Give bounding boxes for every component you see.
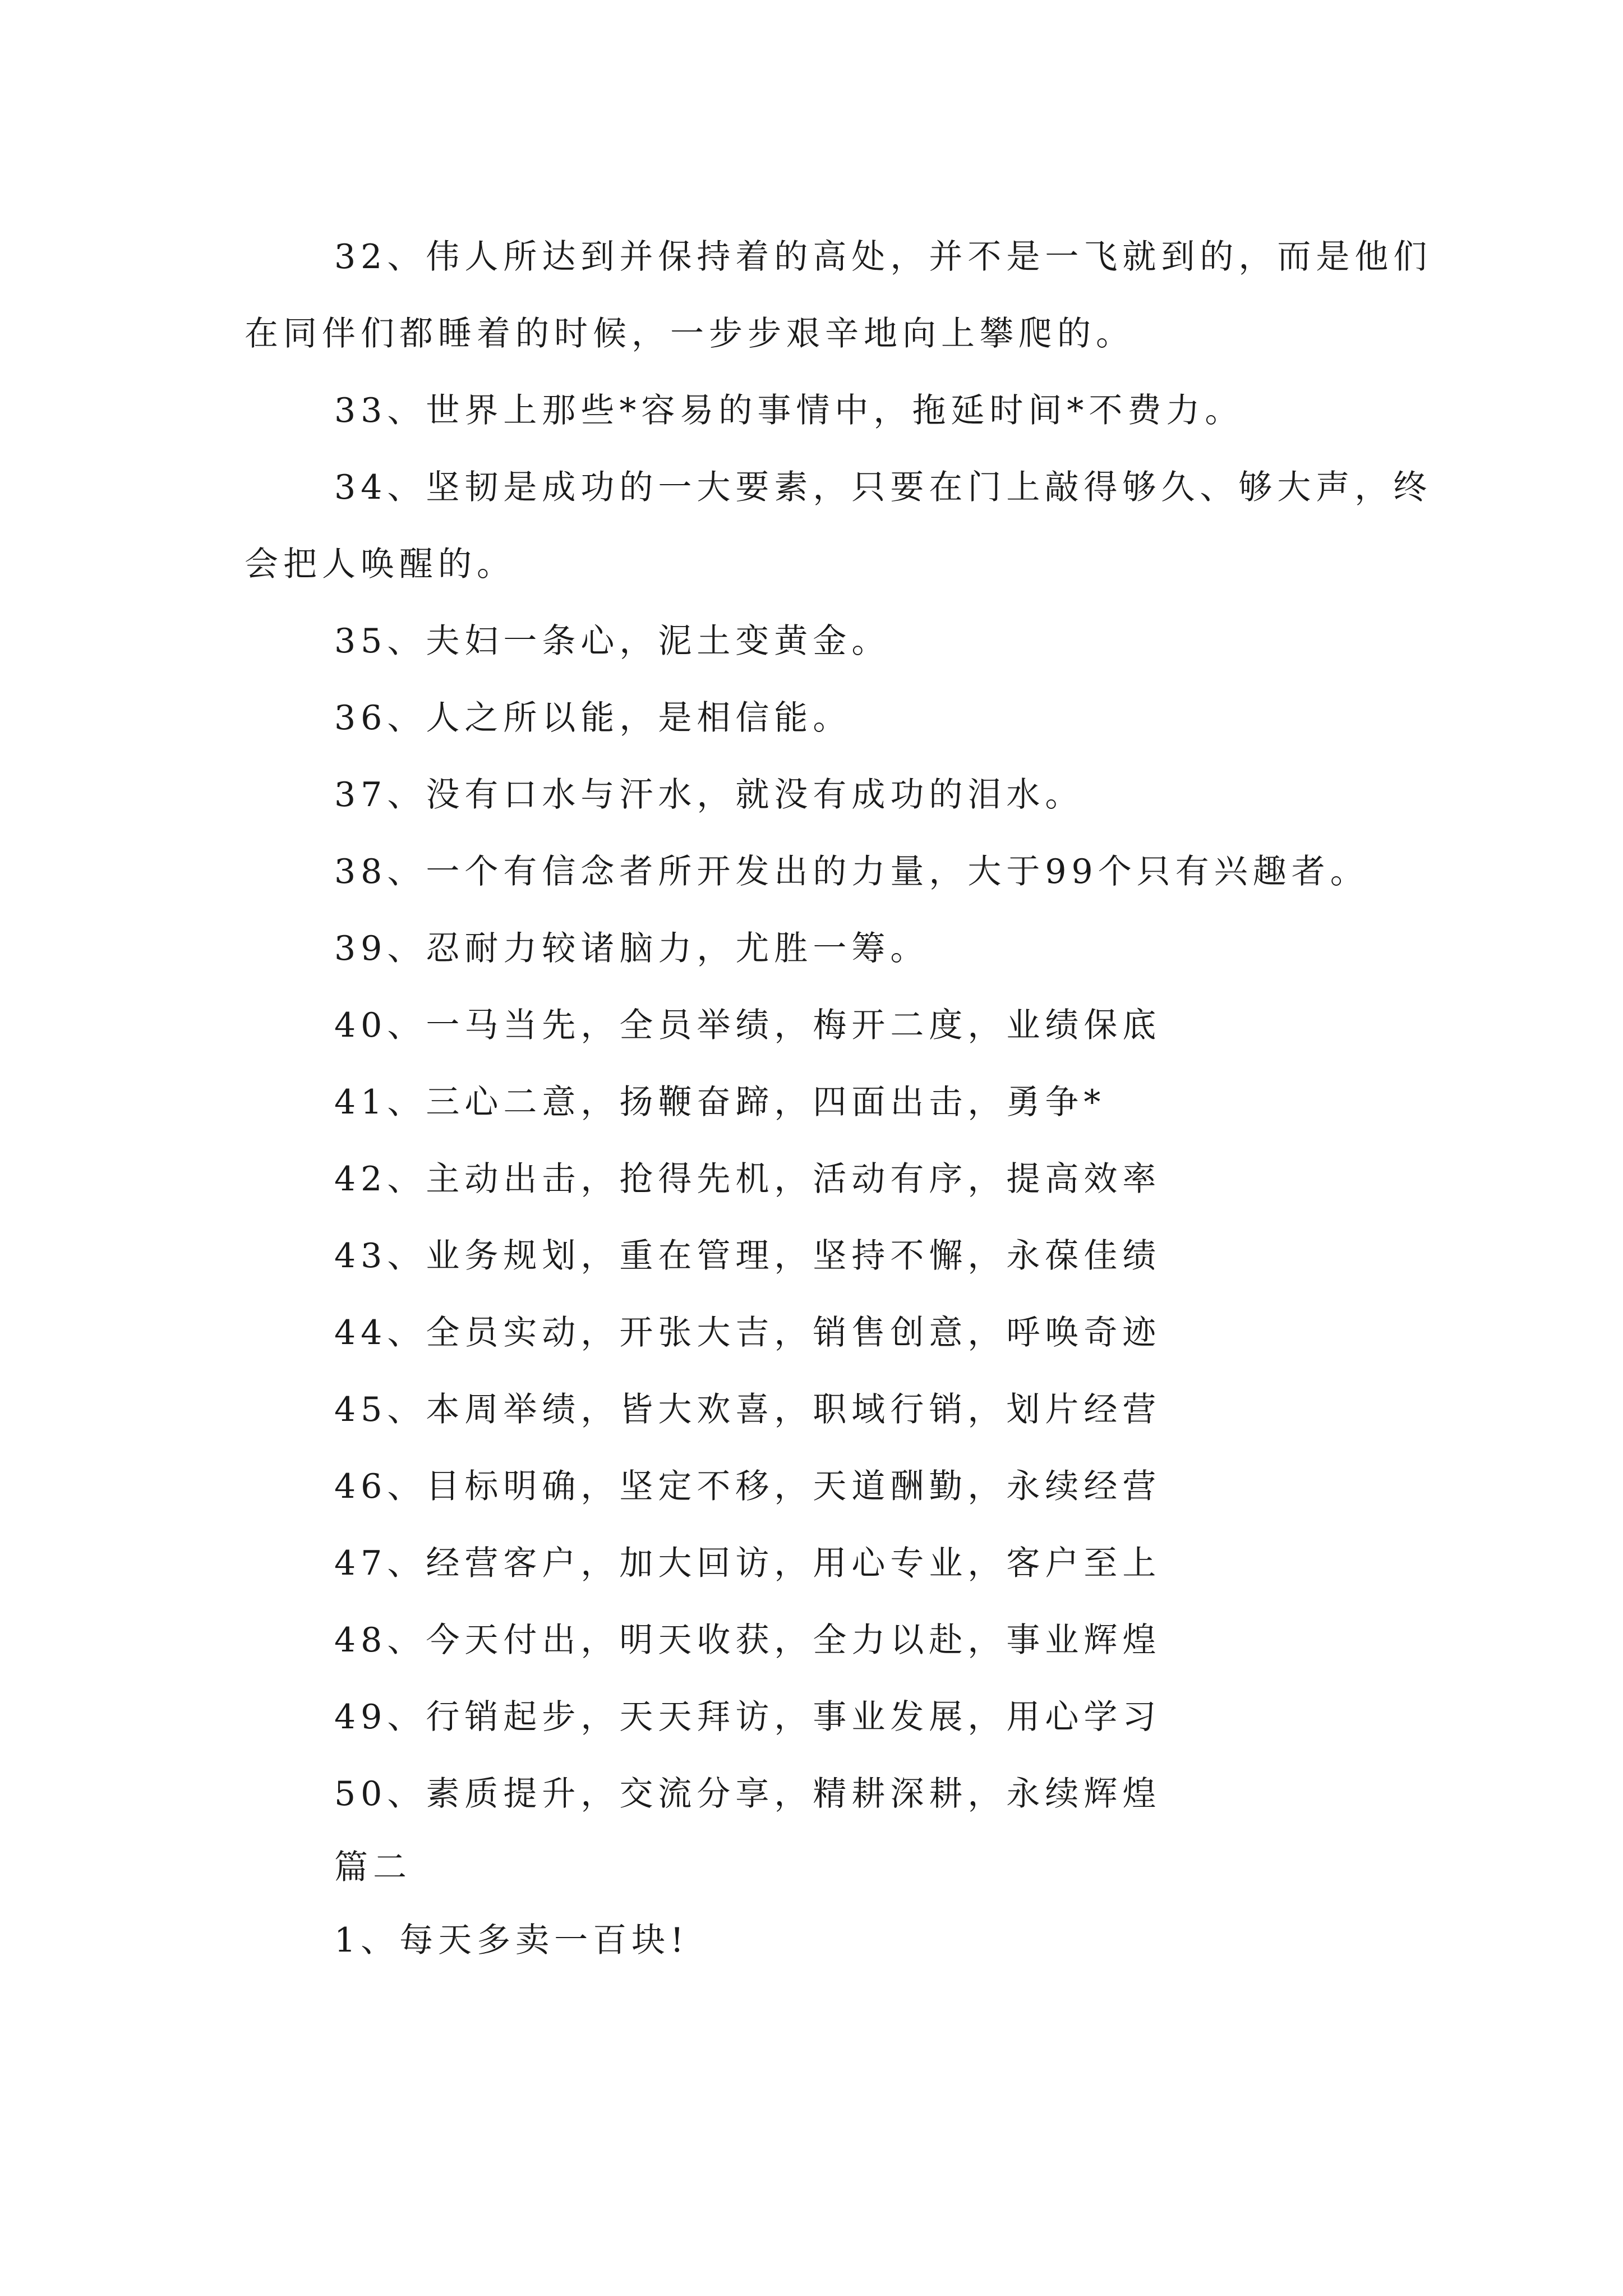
paragraph-34: 34、坚韧是成功的一大要素，只要在门上敲得够久、够大声，终会把人唤醒的。: [245, 468, 1432, 584]
paragraph-37: 37、没有口水与汗水，就没有成功的泪水。: [334, 775, 1084, 815]
paragraph-50: 50、素质提升，交流分享，精耕深耕，永续辉煌: [334, 1774, 1161, 1814]
paragraph-38: 38、一个有信念者所开发出的力量，大于99个只有兴趣者。: [334, 852, 1369, 891]
paragraph-39: 39、忍耐力较诸脑力，尤胜一筹。: [334, 929, 929, 968]
paragraph-48: 48、今天付出，明天收获，全力以赴，事业辉煌: [334, 1621, 1161, 1660]
paragraph-47: 47、经营客户，加大回访，用心专业，客户至上: [334, 1544, 1161, 1583]
paragraph-40: 40、一马当先，全员举绩，梅开二度，业绩保底: [334, 1006, 1161, 1045]
paragraph-42: 42、主动出击，抢得先机，活动有序，提高效率: [334, 1159, 1161, 1199]
paragraph-36: 36、人之所以能，是相信能。: [334, 698, 852, 738]
paragraph-46: 46、目标明确，坚定不移，天道酬勤，永续经营: [334, 1467, 1161, 1506]
paragraph-41: 41、三心二意，扬鞭奋蹄，四面出击，勇争*: [334, 1083, 1106, 1122]
paragraph-49: 49、行销起步，天天拜访，事业发展，用心学习: [334, 1697, 1161, 1737]
paragraph-44: 44、全员实动，开张大吉，销售创意，呼唤奇迹: [334, 1313, 1161, 1352]
paragraph-43: 43、业务规划，重在管理，坚持不懈，永葆佳绩: [334, 1236, 1161, 1276]
paragraph-35: 35、夫妇一条心，泥土变黄金。: [334, 622, 891, 661]
section-heading: 篇二: [334, 1848, 412, 1887]
paragraph-45: 45、本周举绩，皆大欢喜，职域行销，划片经营: [334, 1390, 1161, 1429]
paragraph-32: 32、伟人所达到并保持着的高处，并不是一飞就到的，而是他们在同伴们都睡着的时候，一步步艰辛地向上攀爬的。: [245, 237, 1432, 353]
section-first-item: 1、每天多卖一百块!: [334, 1921, 689, 1960]
paragraph-33: 33、世界上那些*容易的事情中，拖延时间*不费力。: [334, 391, 1244, 430]
document-body: [245, 219, 1456, 1979]
